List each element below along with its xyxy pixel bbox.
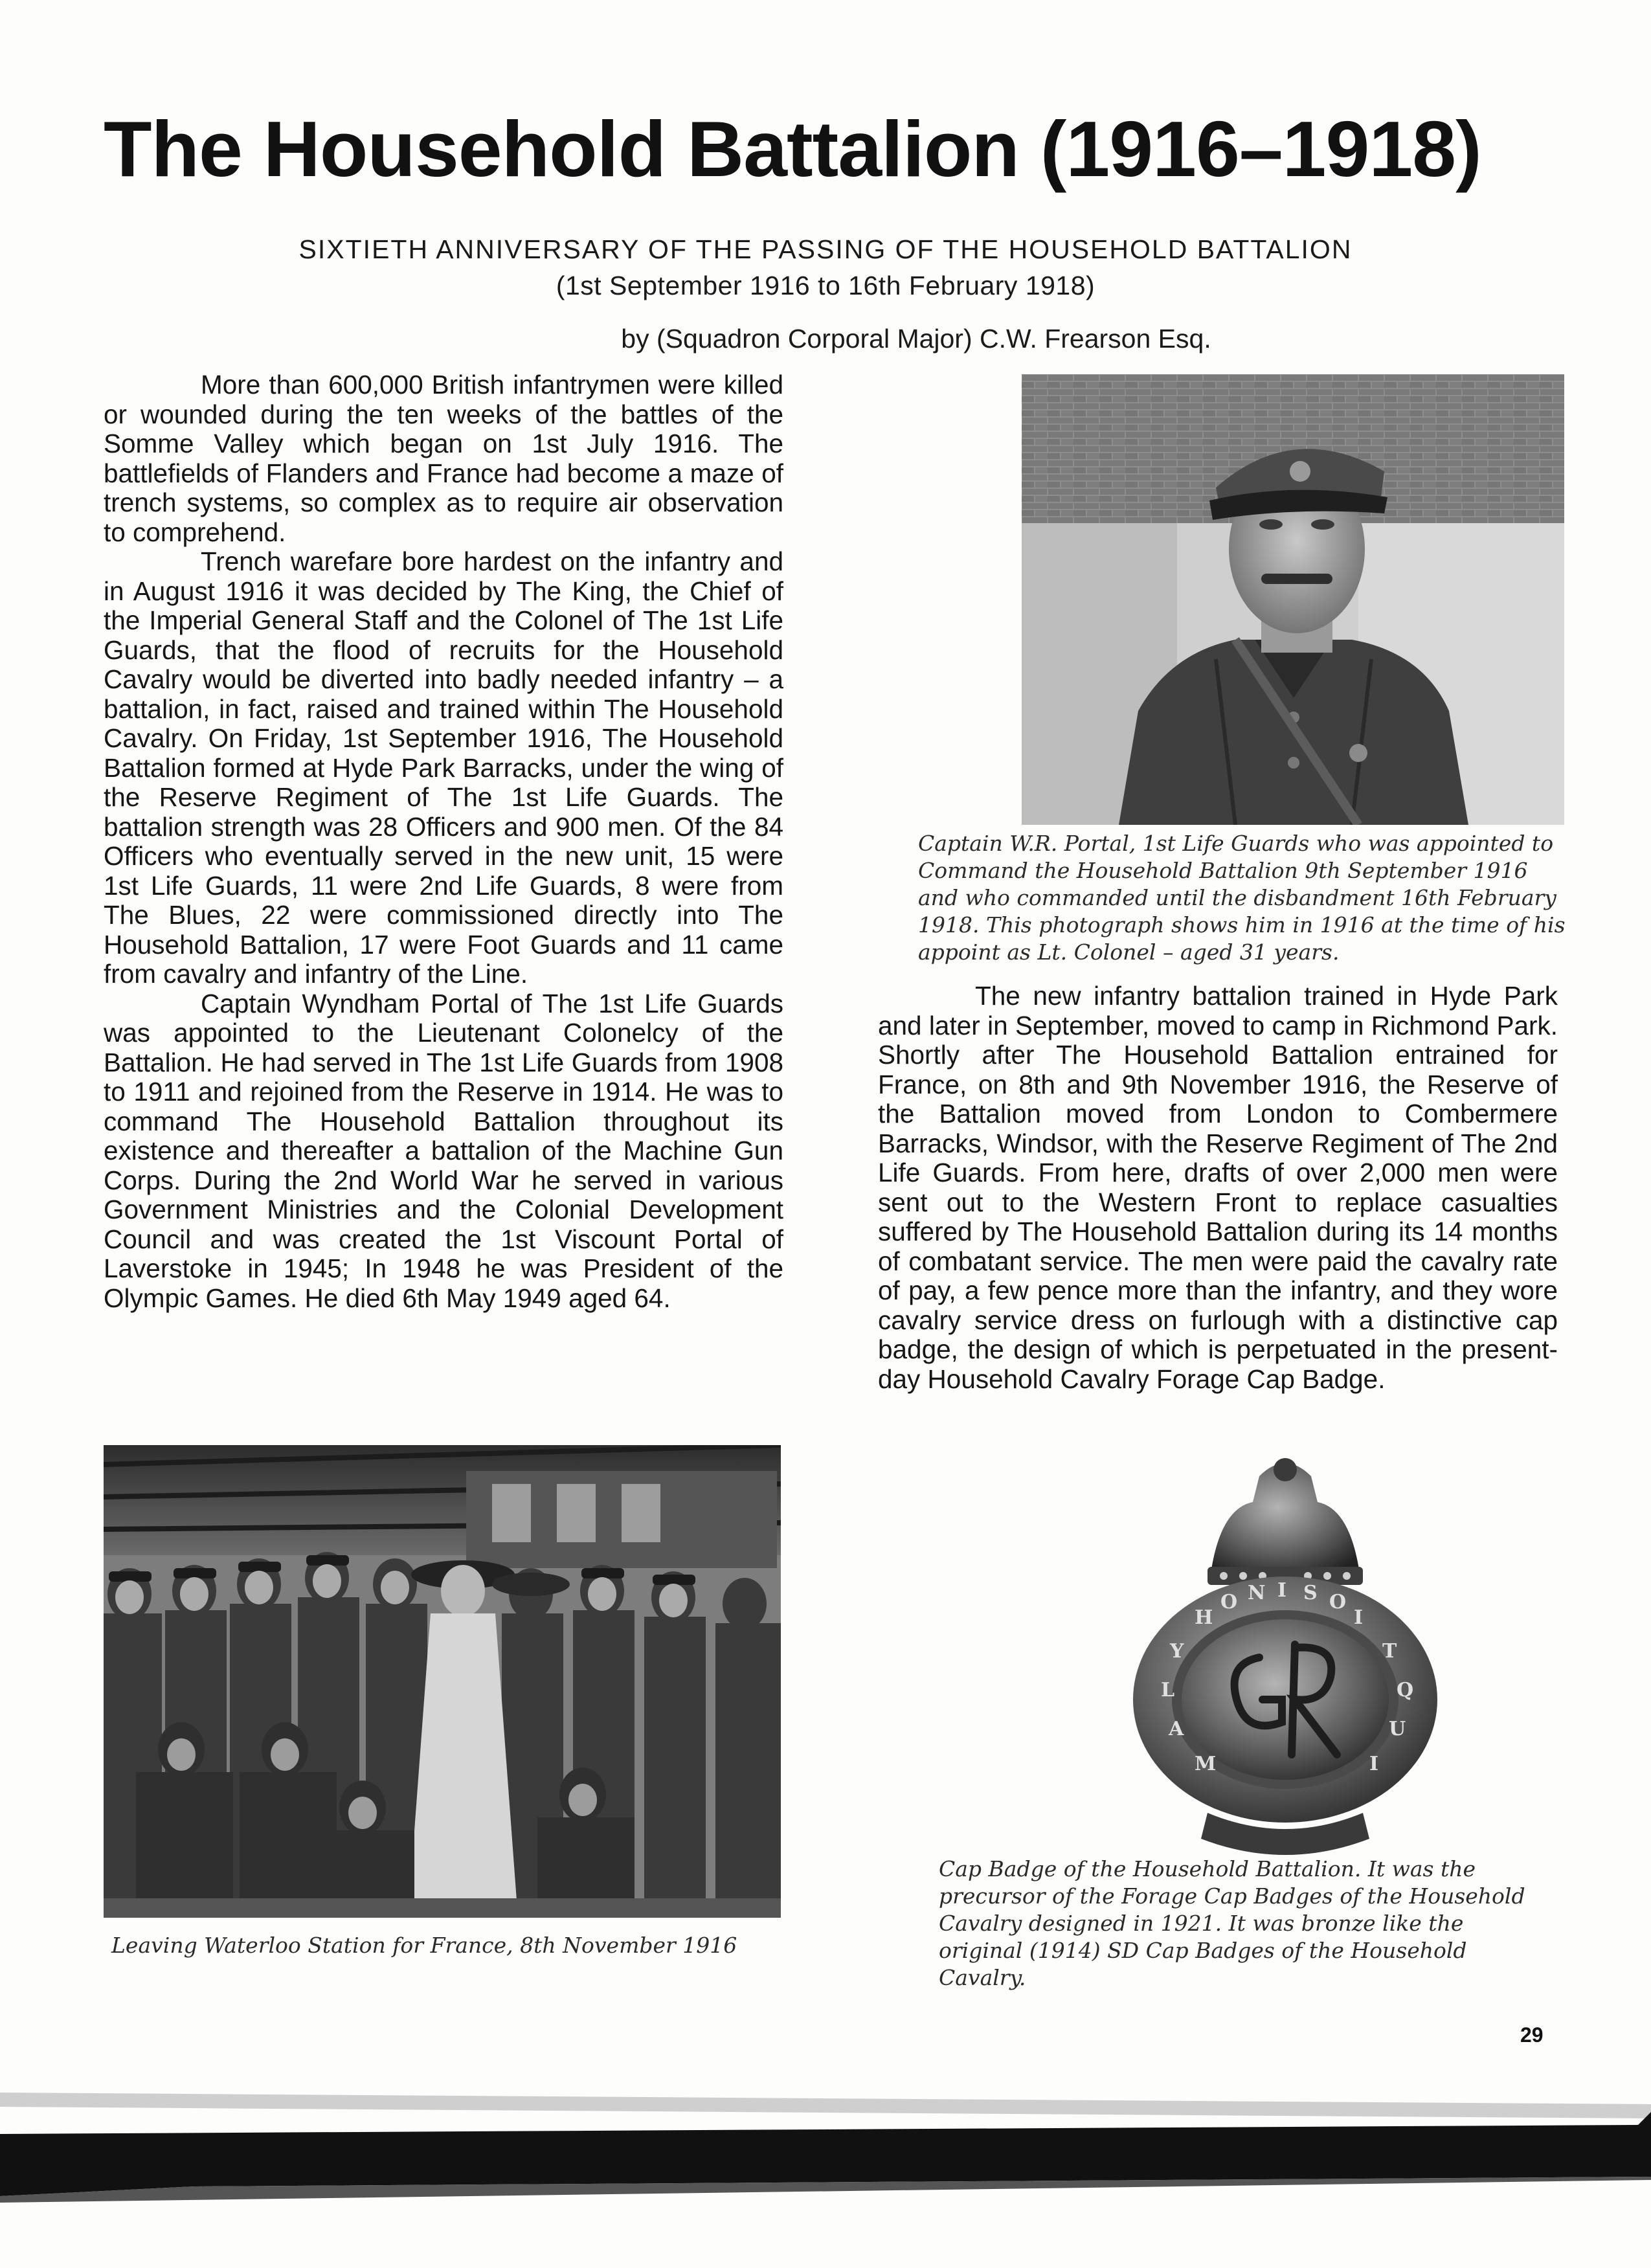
svg-text:M: M <box>1195 1753 1217 1775</box>
svg-text:N: N <box>1248 1582 1266 1604</box>
right-column <box>878 982 1558 1394</box>
article-byline: by (Squadron Corporal Major) C.W. Frearson Esq. <box>621 324 1211 354</box>
svg-text:Y: Y <box>1170 1640 1184 1663</box>
article-date-range: (1st September 1916 to 16th February 1918) <box>556 271 1095 300</box>
svg-text:H: H <box>1195 1606 1213 1629</box>
cap-badge-photo <box>1097 1450 1473 1865</box>
svg-text:I: I <box>1369 1753 1379 1775</box>
left-column <box>104 370 783 1313</box>
article-title: The Household Battalion (1916–1918) <box>104 105 1481 193</box>
paragraph: More than 600,000 British infantrymen were killed or wounded during the ten weeks of the battles of the Somme Valley which began on 1st July 1916. The battlefields of Flanders and France had become a maze of trench systems, so complex as to require air observation to comprehend. <box>104 370 783 547</box>
paragraph: The new infantry battalion trained in Hyde Park and later in September, moved to camp in Richmond Park. Shortly after The Household Battalion entrained for France, on 8th and 9th November 1916, the Reserve of the Battalion moved from London to Combermere Barracks, Windsor, with the Reserve Regiment of The 2nd Life Guards. From here, drafts of over 2,000 men were sent out to the Western Front to replace casualties suffered by The Household Battalion during its 14 months of combatant service. The men were paid the cavalry rate of pay, a few pence more than the infantry, and they wore cavalry service dress on furlough with a distinctive cap badge, the design of which is perpetuated in the present-day Household Cavalry Forage Cap Badge. <box>878 981 1558 1394</box>
paragraph: Captain Wyndham Portal of The 1st Life Guards was appointed to the Lieutenant Colonelcy of the Battalion. He had served in The 1st Life Guards from 1908 to 1911 and rejoined from the Reserve in 1914. He was to command The Household Battalion throughout its existence and thereafter a battalion of the Machine Gun Corps. During the 2nd World War he served in various Government Ministries and the Colonial Development Council and was created the 1st Viscount Portal of Laverstoke in 1945; In 1948 he was President of the Olympic Games. He died 6th May 1949 aged 64. <box>104 988 783 1313</box>
paragraph: Trench warefare bore hardest on the infantry and in August 1916 it was decided by The King, the Chief of the Imperial General Staff and the Colonel of The 1st Life Guards, that the flood of recruits for the Household Cavalry would be diverted into badly needed infantry – a battalion, in fact, raised and trained within The Household Cavalry. On Friday, 1st September 1916, The Household Battalion formed at Hyde Park Barracks, under the wing of the Reserve Regiment of The 1st Life Guards. The battalion strength was 28 Officers and 900 men. Of the 84 Officers who eventually served in the new unit, 15 were 1st Life Guards, 11 were 2nd Life Guards, 8 were from The Blues, 22 were commissioned directly into The Household Battalion, 17 were Foot Guards and 11 came from cavalry and infantry of the Line. <box>104 546 783 989</box>
svg-text:L: L <box>1161 1679 1175 1701</box>
svg-text:T: T <box>1382 1640 1397 1663</box>
svg-text:S: S <box>1303 1582 1318 1604</box>
svg-text:O: O <box>1220 1591 1238 1613</box>
article-subtitle: SIXTIETH ANNIVERSARY OF THE PASSING OF THE HOUSEHOLD BATTALION <box>298 234 1353 264</box>
svg-text:I: I <box>1354 1606 1364 1629</box>
portrait-caption: Captain W.R. Portal, 1st Life Guards who was appointed to Command the Household Battalion 9th September 1916 and who commanded until the disbandment 16th February 1918. This photograph shows him in 1916 at the time of his appoint as Lt. Colonel – aged 31 years. <box>918 831 1566 965</box>
group-photo-caption: Leaving Waterloo Station for France, 8th November 1916 <box>111 1933 737 1958</box>
waterloo-group-photo <box>104 1445 781 1918</box>
svg-text:A: A <box>1169 1718 1184 1740</box>
cap-badge-caption: Cap Badge of the Household Battalion. It was the precursor of the Forage Cap Badges of the Household Cavalry designed in 1921. It was bronze like the original (1914) SD Cap Badges of the Household Cavalry. <box>939 1856 1525 1990</box>
svg-text:Q: Q <box>1397 1679 1414 1701</box>
svg-text:U: U <box>1389 1718 1406 1740</box>
svg-text:O: O <box>1329 1591 1347 1613</box>
svg-text:I: I <box>1277 1579 1287 1602</box>
page-number: 29 <box>1520 2023 1544 2047</box>
portrait-photo <box>1022 374 1564 825</box>
scan-edge <box>0 2093 1651 2268</box>
